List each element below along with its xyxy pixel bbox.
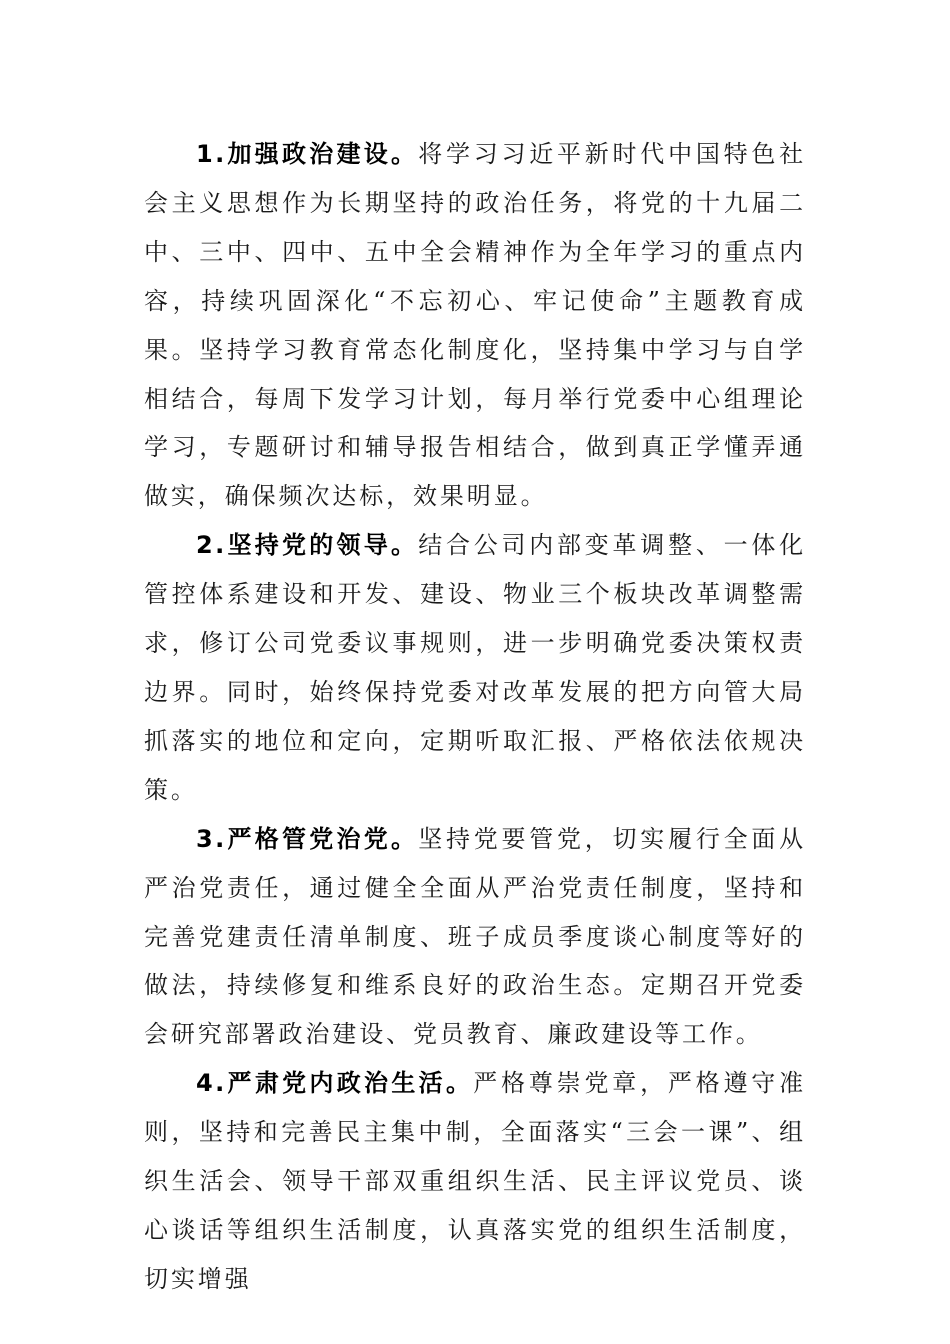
paragraph-political-building	[144, 130, 806, 521]
paragraph-strict-governance	[144, 815, 806, 1060]
paragraph-text: 严格尊崇党章，严格遵守准则，坚持和完善民主集中制，全面落实“三会一课”、组织生活会、领导干部双重组织生活、民主评议党员、谈心谈话等组织生活制度，认真落实党的组织生活制度，切实增强	[144, 1069, 806, 1293]
document-body	[144, 130, 806, 1304]
paragraph-political-life	[144, 1059, 806, 1304]
paragraph-heading: 1.加强政治建设。	[196, 140, 419, 168]
paragraph-text: 结合公司内部变革调整、一体化管控体系建设和开发、建设、物业三个板块改革调整需求，修订公司党委议事规则，进一步明确党委决策权责边界。同时，始终保持党委对改革发展的把方向管大局抓落实的地位和定向，定期听取汇报、严格依法依规决策。	[144, 531, 806, 804]
paragraph-heading: 2.坚持党的领导。	[196, 531, 419, 560]
paragraph-text: 坚持党要管党，切实履行全面从严治党责任，通过健全全面从严治党责任制度，坚持和完善党建责任清单制度、班子成员季度谈心制度等好的做法，持续修复和维系良好的政治生态。定期召开党委会研究部署政治建设、党员教育、廉政建设等工作。	[144, 824, 806, 1049]
paragraph-party-leadership	[144, 521, 806, 814]
paragraph-text: 将学习习近平新时代中国特色社会主义思想作为长期坚持的政治任务，将党的十九届二中、三中、四中、五中全会精神作为全年学习的重点内容，持续巩固深化“不忘初心、牢记使命”主题教育成果。坚持学习教育常态化制度化，坚持集中学习与自学相结合，每周下发学习计划，每月举行党委中心组理论学习，专题研讨和辅导报告相结合，做到真正学懂弄通做实，确保频次达标，效果明显。	[144, 140, 806, 511]
paragraph-heading: 4.严肃党内政治生活。	[196, 1069, 474, 1098]
paragraph-heading: 3.严格管党治党。	[196, 824, 419, 853]
